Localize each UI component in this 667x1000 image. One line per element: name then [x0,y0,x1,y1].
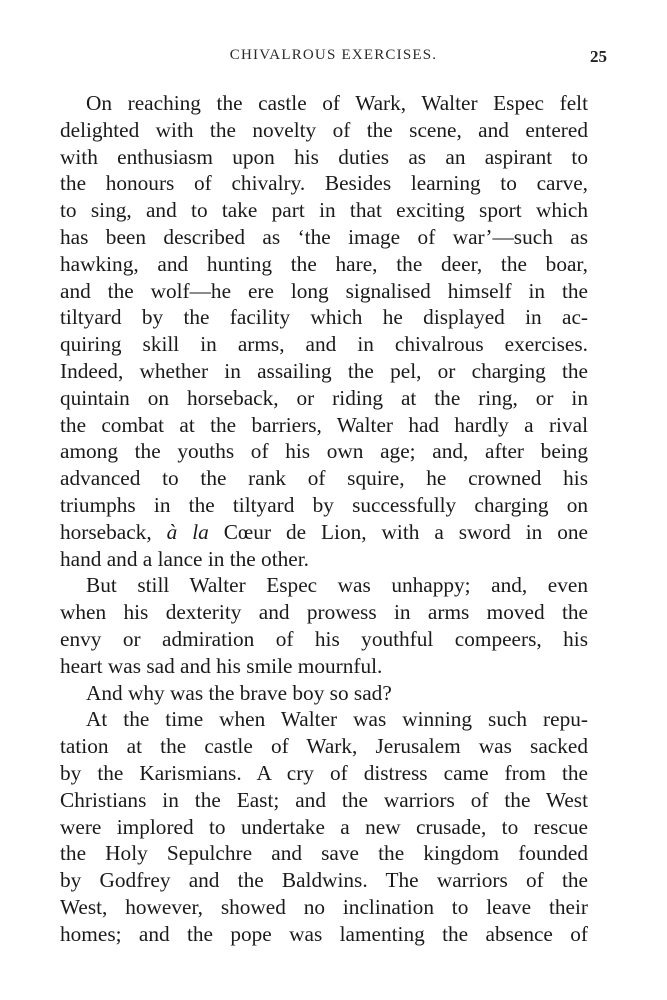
text-line: heart was sad and his smile mournful. [60,653,383,678]
text-line: Christians in the East; and the warriors of the West [60,787,588,812]
text-line: And why was the brave boy so sad? [86,680,392,705]
text-run: Cœur de Lion, with a sword in one [208,519,588,544]
text-line: by Godfrey and the Baldwins. The warriors of the [60,868,588,893]
text-line: advanced to the rank of squire, he crowned his [60,466,588,491]
text-line: On reaching the castle of Wark, Walter Espec felt [86,91,588,115]
page-number: 25 [590,47,607,66]
text-line: At the time when Walter was winning such repu- [86,707,588,732]
text-line: hand and a lance in the other. [60,546,309,571]
text-line: Indeed, whether in assailing the pel, or charging the [60,358,588,383]
running-title: CHIVALROUS EXERCISES. [229,47,438,63]
text-line: hawking, and hunting the hare, the deer, the boar, [60,251,588,276]
text-line: homes; and the pope was lamenting the absence of [60,921,588,946]
text-line: and the wolf—he ere long signalised himself in the [60,278,588,303]
text-line: triumphs in the tiltyard by successfully charging on [60,492,588,517]
text-line: West, however, showed no inclination to leave their [60,894,588,919]
paragraph-2 [60,572,588,679]
text-line: with enthusiasm upon his duties as an aspirant to [60,144,588,169]
text-line: by the Karismians. A cry of distress came from the [60,760,588,785]
paragraph-4 [60,706,588,947]
text-line: has been described as ‘the image of war’—such as [60,224,588,249]
body-text [60,90,588,948]
text-line: among the youths of his own age; and, after being [60,439,588,464]
running-head [60,47,607,71]
text-line: when his dexterity and prowess in arms moved the [60,600,588,625]
text-line: quintain on horseback, or riding at the ring, or in [60,385,588,410]
text-line: envy or admiration of his youthful compeers, his [60,626,588,651]
text-line: But still Walter Espec was unhappy; and, even [86,573,588,598]
text-line: were implored to undertake a new crusade, to rescue [60,814,588,839]
text-line: delighted with the novelty of the scene, and entered [60,117,588,142]
text-line: the Holy Sepulchre and save the kingdom founded [60,841,588,866]
text-line: the combat at the barriers, Walter had hardly a rival [60,412,588,437]
paragraph-1 [60,90,588,572]
italic-phrase: à la [166,519,209,544]
text-line: to sing, and to take part in that exciting sport which [60,198,588,223]
paragraph-3 [60,680,588,707]
text-line: quiring skill in arms, and in chivalrous exercises. [60,332,588,357]
text-line [60,519,588,546]
text-line: tiltyard by the facility which he displayed in ac- [60,305,588,330]
text-run: horseback, [60,519,167,544]
text-line: the honours of chivalry. Besides learning to carve, [60,171,588,196]
text-line: tation at the castle of Wark, Jerusalem was sacked [60,734,588,759]
